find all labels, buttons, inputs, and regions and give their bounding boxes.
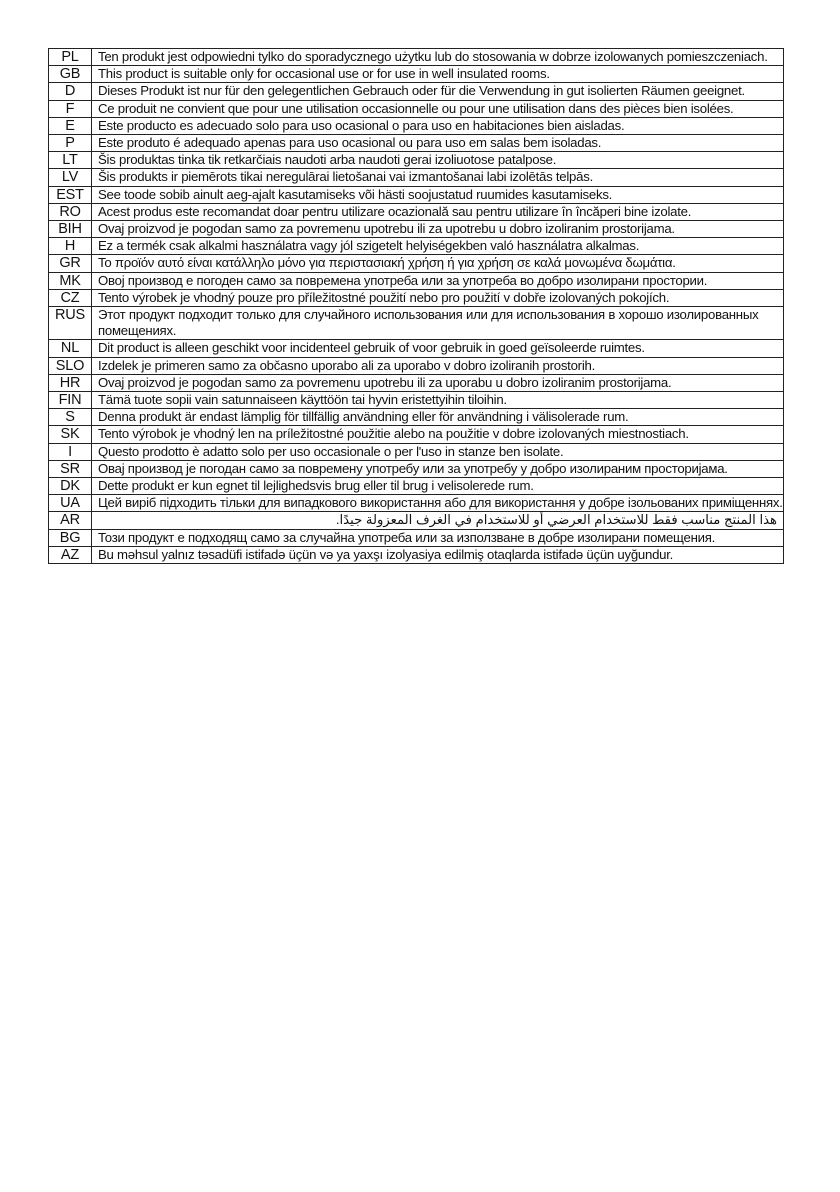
language-code-cell: S: [49, 409, 92, 426]
table-row: [49, 443, 784, 460]
warning-text-cell: Dieses Produkt ist nur für den gelegentlichen Gebrauch oder für die Verwendung in gut isolierten Räumen geeignet.: [92, 83, 784, 100]
language-code-cell: P: [49, 135, 92, 152]
warning-text-cell: Este producto es adecuado solo para uso ocasional o para uso en habitaciones bien aisladas.: [92, 117, 784, 134]
warning-text-cell: Этот продукт подходит только для случайного использования или для использования в хорошо изолированных помещениях.: [92, 307, 784, 340]
language-code-cell: H: [49, 238, 92, 255]
table-row: [49, 49, 784, 66]
warning-text-cell: Този продукт е подходящ само за случайна употреба или за използване в добре изолирани помещения.: [92, 529, 784, 546]
table-row: [49, 426, 784, 443]
table-row: [49, 100, 784, 117]
warning-text-cell: هذا المنتج مناسب فقط للاستخدام العرضي أو للاستخدام في الغرف المعزولة جيدًا.: [92, 512, 784, 529]
warning-text-cell: Цей виріб підходить тільки для випадкового використання або для використання у добре ізольованих приміщеннях.: [92, 495, 784, 512]
table-row: [49, 135, 784, 152]
warning-text-cell: Tämä tuote sopii vain satunnaiseen käyttöön tai hyvin eristettyihin tiloihin.: [92, 392, 784, 409]
warning-text-cell: Dit product is alleen geschikt voor incidenteel gebruik of voor gebruik in goed geïsoleerde ruimtes.: [92, 340, 784, 357]
table-row: [49, 529, 784, 546]
table-row: [49, 478, 784, 495]
table-row: [49, 409, 784, 426]
language-code-cell: SLO: [49, 357, 92, 374]
table-row: [49, 186, 784, 203]
language-code-cell: SR: [49, 460, 92, 477]
warning-text-cell: Šis produktas tinka tik retkarčiais naudoti arba naudoti gerai izoliuotose patalpose.: [92, 152, 784, 169]
table-row: [49, 392, 784, 409]
table-row: [49, 272, 784, 289]
table-row: [49, 83, 784, 100]
table-row: [49, 238, 784, 255]
table-row: [49, 512, 784, 529]
language-code-cell: DK: [49, 478, 92, 495]
language-code-cell: GB: [49, 66, 92, 83]
language-code-cell: GR: [49, 255, 92, 272]
warning-text-cell: Овај производ је погодан само за повремену употребу или за употребу у добро изолираним просторијама.: [92, 460, 784, 477]
warning-text-cell: Denna produkt är endast lämplig för tillfällig användning eller för användning i välisolerade rum.: [92, 409, 784, 426]
language-code-cell: PL: [49, 49, 92, 66]
warning-text-cell: Este produto é adequado apenas para uso ocasional ou para uso em salas bem isoladas.: [92, 135, 784, 152]
language-code-cell: FIN: [49, 392, 92, 409]
language-code-cell: LV: [49, 169, 92, 186]
language-code-cell: D: [49, 83, 92, 100]
warning-text-cell: Ten produkt jest odpowiedni tylko do sporadycznego użytku lub do stosowania w dobrze izolowanych pomieszczeniach.: [92, 49, 784, 66]
table-row: [49, 66, 784, 83]
warning-text-cell: Izdelek je primeren samo za občasno uporabo ali za uporabo v dobro izoliranih prostorih.: [92, 357, 784, 374]
warning-text-cell: Tento výrobek je vhodný pouze pro příležitostné použití nebo pro použití v dobře izolovaných pokojích.: [92, 289, 784, 306]
language-code-cell: MK: [49, 272, 92, 289]
table-row: [49, 152, 784, 169]
warning-text-cell: Šis produkts ir piemērots tikai neregulārai lietošanai vai izmantošanai labi izolētās telpās.: [92, 169, 784, 186]
warning-table-body: [49, 49, 784, 564]
warning-text-cell: This product is suitable only for occasional use or for use in well insulated rooms.: [92, 66, 784, 83]
table-row: [49, 203, 784, 220]
language-code-cell: BIH: [49, 221, 92, 238]
language-code-cell: AR: [49, 512, 92, 529]
language-code-cell: E: [49, 117, 92, 134]
language-code-cell: RUS: [49, 307, 92, 340]
table-row: [49, 289, 784, 306]
warning-text-cell: Dette produkt er kun egnet til lejlighedsvis brug eller til brug i velisolerede rum.: [92, 478, 784, 495]
warning-text-cell: Το προϊόν αυτό είναι κατάλληλο μόνο για περιστασιακή χρήση ή για χρήση σε καλά μονωμένα δωμάτια.: [92, 255, 784, 272]
table-row: [49, 495, 784, 512]
warning-text-cell: Bu məhsul yalnız təsadüfi istifadə üçün və ya yaxşı izolyasiya edilmiş otaqlarda istifadə üçün uyğundur.: [92, 546, 784, 563]
warning-text-cell: Tento výrobok je vhodný len na príležitostné použitie alebo na použitie v dobre izolovaných miestnostiach.: [92, 426, 784, 443]
multilingual-warning-table: [48, 48, 784, 564]
table-row: [49, 357, 784, 374]
table-row: [49, 169, 784, 186]
language-code-cell: HR: [49, 374, 92, 391]
warning-text-cell: Ez a termék csak alkalmi használatra vagy jól szigetelt helyiségekben való használatra alkalmas.: [92, 238, 784, 255]
warning-text-cell: Questo prodotto è adatto solo per uso occasionale o per l'uso in stanze ben isolate.: [92, 443, 784, 460]
language-code-cell: EST: [49, 186, 92, 203]
language-code-cell: AZ: [49, 546, 92, 563]
table-row: [49, 374, 784, 391]
table-row: [49, 221, 784, 238]
table-row: [49, 546, 784, 563]
language-code-cell: NL: [49, 340, 92, 357]
table-row: [49, 340, 784, 357]
table-row: [49, 117, 784, 134]
language-code-cell: BG: [49, 529, 92, 546]
warning-text-cell: Ovaj proizvod je pogodan samo za povremenu upotrebu ili za uporabu u dobro izoliranim prostorijama.: [92, 374, 784, 391]
language-code-cell: RO: [49, 203, 92, 220]
language-code-cell: UA: [49, 495, 92, 512]
language-code-cell: CZ: [49, 289, 92, 306]
warning-text-cell: Ce produit ne convient que pour une utilisation occasionnelle ou pour une utilisation dans des pièces bien isolées.: [92, 100, 784, 117]
language-code-cell: I: [49, 443, 92, 460]
warning-text-cell: Acest produs este recomandat doar pentru utilizare ocazională sau pentru utilizare în încăperi bine izolate.: [92, 203, 784, 220]
table-row: [49, 460, 784, 477]
warning-text-cell: Ovaj proizvod je pogodan samo za povremenu upotrebu ili za upotrebu u dobro izoliranim prostorijama.: [92, 221, 784, 238]
language-code-cell: F: [49, 100, 92, 117]
language-code-cell: SK: [49, 426, 92, 443]
warning-text-cell: See toode sobib ainult aeg-ajalt kasutamiseks või hästi soojustatud ruumides kasutamiseks.: [92, 186, 784, 203]
language-code-cell: LT: [49, 152, 92, 169]
table-row: [49, 307, 784, 340]
warning-text-cell: Овој производ е погоден само за повремена употреба или за употреба во добро изолирани простории.: [92, 272, 784, 289]
table-row: [49, 255, 784, 272]
